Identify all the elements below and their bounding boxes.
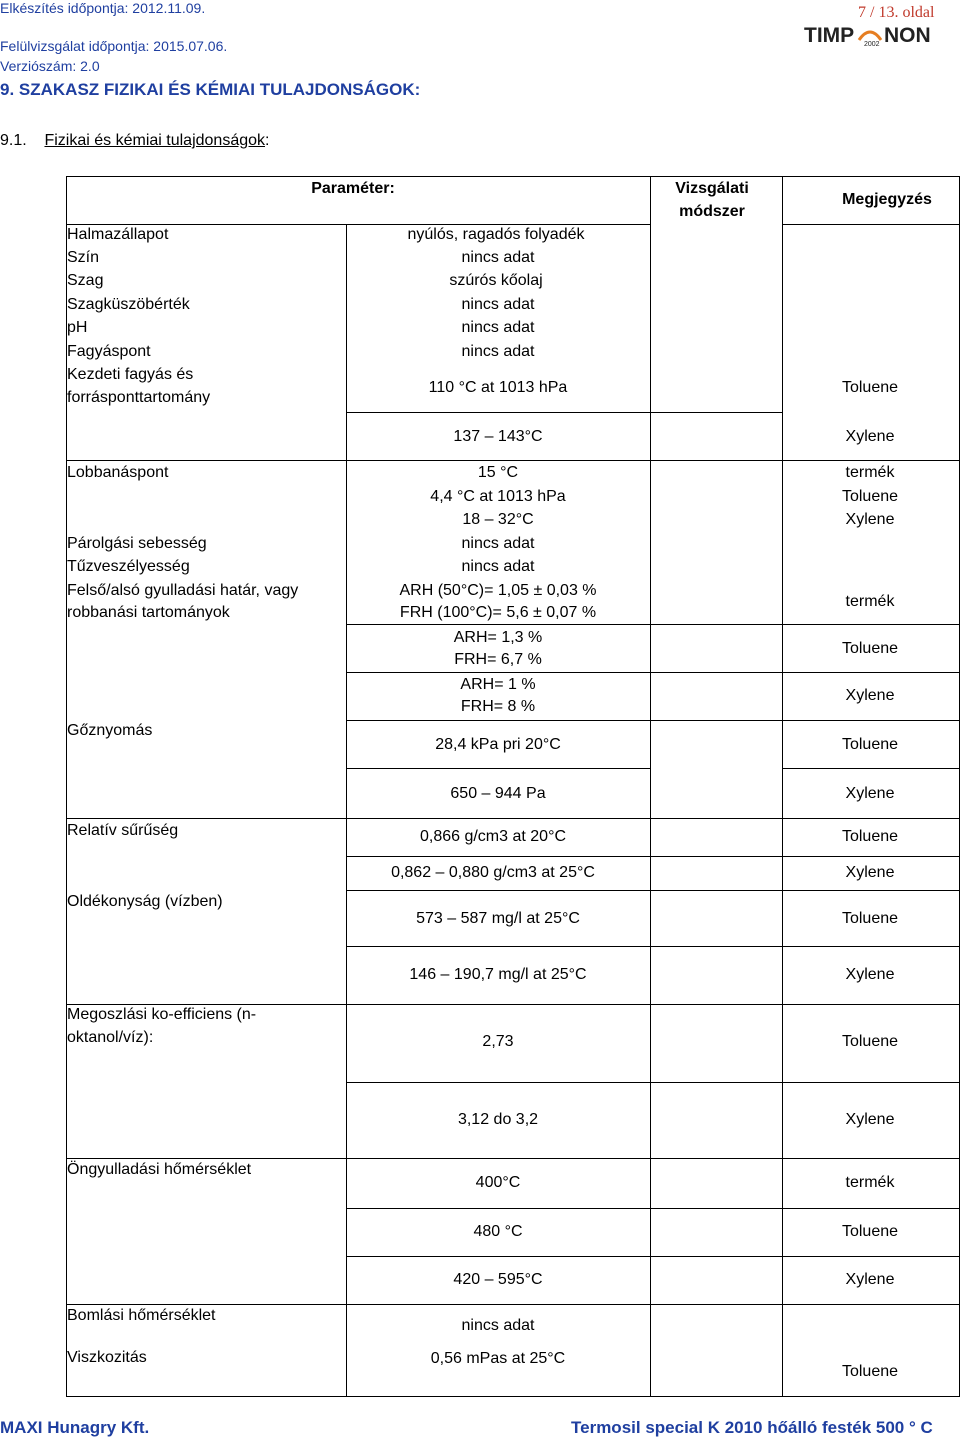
subsection-title: 9.1. Fizikai és kémiai tulajdonságok:	[0, 132, 270, 149]
note-cell: Xylene	[845, 966, 895, 983]
param-lobbanaspont: Lobbanáspont	[67, 464, 169, 481]
value-cell: nincs adat	[461, 319, 535, 336]
param-felso-2: robbanási tartományok	[67, 604, 230, 621]
value-cell: 400°C	[475, 1174, 521, 1191]
footer-company: MAXI Hunagry Kft.	[0, 1418, 150, 1437]
value-cell: 650 – 944 Pa	[450, 785, 546, 802]
value-cell: nincs adat	[461, 343, 535, 360]
note-cell: Xylene	[845, 864, 895, 881]
value-cell: FRH (100°C)= 5,6 ± 0,07 %	[399, 604, 597, 621]
note-cell: Xylene	[845, 785, 895, 802]
value-cell: nincs adat	[461, 558, 535, 575]
value-cell: ARH= 1,3 %	[453, 629, 543, 646]
note-cell: Xylene	[845, 511, 895, 528]
column-header-parameter: Paraméter:	[311, 180, 395, 197]
value-cell: 28,4 kPa pri 20°C	[435, 736, 561, 753]
value-cell: nincs adat	[461, 249, 535, 266]
param-oldekonysag: Oldékonyság (vízben)	[67, 893, 223, 910]
value-cell: ARH= 1 %	[460, 676, 536, 693]
param-bomlasi: Bomlási hőmérséklet	[67, 1307, 216, 1324]
value-cell: 0,862 – 0,880 g/cm3 at 25°C	[391, 864, 595, 881]
param-szin: Szín	[67, 249, 100, 266]
value-cell: nyúlós, ragadós folyadék	[407, 226, 585, 243]
note-cell: Toluene	[841, 488, 899, 505]
value-cell: szúrós kőolaj	[449, 272, 543, 289]
logo-graphic	[804, 22, 934, 48]
value-cell: 0,866 g/cm3 at 20°C	[419, 828, 567, 845]
value-cell: nincs adat	[461, 296, 535, 313]
svg-text:NON: NON	[884, 24, 931, 47]
svg-text:2002: 2002	[864, 41, 880, 48]
note-cell: termék	[845, 464, 895, 481]
note-cell: Xylene	[845, 1111, 895, 1128]
value-cell: 4,4 °C at 1013 hPa	[430, 488, 566, 505]
note-cell: Xylene	[845, 428, 895, 445]
note-cell: Toluene	[841, 379, 899, 396]
value-cell: 420 – 595°C	[453, 1271, 543, 1288]
note-cell: Toluene	[841, 1033, 899, 1050]
version-number: Verziószám: 2.0	[0, 58, 100, 74]
param-relativ: Relatív sűrűség	[67, 822, 179, 839]
value-cell: 110 °C at 1013 hPa	[428, 379, 568, 396]
page-number: 7 / 13. oldal	[858, 4, 935, 21]
value-cell: 480 °C	[473, 1223, 523, 1240]
value-cell: FRH= 6,7 %	[454, 651, 542, 668]
param-fagyaspont: Fagyáspont	[67, 343, 151, 360]
value-cell: 137 – 143°C	[453, 428, 543, 445]
svg-text:TIMP: TIMP	[804, 24, 855, 47]
param-goznyomas: Gőznyomás	[67, 722, 153, 739]
column-header-method-2: módszer	[679, 203, 745, 220]
value-cell: 2,73	[482, 1033, 514, 1050]
param-megoszlasi-2: oktanol/víz):	[67, 1029, 154, 1046]
param-kezdeti-2: forrásponttartomány	[67, 389, 211, 406]
company-logo	[804, 22, 934, 48]
created-date: Elkészítés időpontja: 2012.11.09.	[0, 0, 206, 16]
value-cell: 573 – 587 mg/l at 25°C	[416, 910, 580, 927]
note-cell: termék	[845, 593, 895, 610]
param-felso-1: Felső/alsó gyulladási határ, vagy	[67, 582, 299, 599]
param-kezdeti-1: Kezdeti fagyás és	[67, 366, 194, 383]
param-szag: Szag	[67, 272, 104, 289]
footer-product: Termosil special K 2010 hőálló festék 500 ° C	[571, 1418, 933, 1437]
subsection-label: Fizikai és kémiai tulajdonságok	[44, 132, 266, 149]
note-cell: Toluene	[841, 1363, 899, 1380]
note-cell: Xylene	[845, 1271, 895, 1288]
column-header-method-1: Vizsgálati	[675, 180, 749, 197]
value-cell: 3,12 do 3,2	[457, 1111, 539, 1128]
note-cell: Toluene	[841, 828, 899, 845]
param-megoszlasi-1: Megoszlási ko-efficiens (n-	[67, 1006, 257, 1023]
param-ph: pH	[67, 319, 88, 336]
reviewed-date: Felülvizsgálat időpontja: 2015.07.06.	[0, 38, 228, 54]
section-title: 9. SZAKASZ FIZIKAI ÉS KÉMIAI TULAJDONSÁGOK:	[0, 80, 421, 99]
note-cell: Xylene	[845, 687, 895, 704]
note-cell: Toluene	[841, 1223, 899, 1240]
value-cell: nincs adat	[461, 535, 535, 552]
param-tuzveszely: Tűzveszélyesség	[67, 558, 190, 575]
value-cell: ARH (50°C)= 1,05 ± 0,03 %	[399, 582, 597, 599]
value-cell: 146 – 190,7 mg/l at 25°C	[409, 966, 587, 983]
value-cell: 0,56 mPas at 25°C	[430, 1350, 566, 1367]
param-szagkuszob: Szagküszöbérték	[67, 296, 190, 313]
note-cell: Toluene	[841, 640, 899, 657]
note-cell: Toluene	[841, 910, 899, 927]
value-cell: 15 °C	[477, 464, 519, 481]
param-ongyulladasi: Öngyulladási hőmérséklet	[67, 1161, 252, 1178]
subsection-number: 9.1.	[0, 132, 27, 149]
value-cell: 18 – 32°C	[462, 511, 534, 528]
value-cell: FRH= 8 %	[460, 698, 536, 715]
note-cell: Toluene	[841, 736, 899, 753]
param-parolgasi: Párolgási sebesség	[67, 535, 207, 552]
note-cell: termék	[845, 1174, 895, 1191]
param-viszkozitas: Viszkozitás	[67, 1349, 147, 1366]
column-header-note: Megjegyzés	[842, 191, 932, 208]
value-cell: nincs adat	[461, 1317, 535, 1334]
param-halmazallapot: Halmazállapot	[67, 226, 169, 243]
